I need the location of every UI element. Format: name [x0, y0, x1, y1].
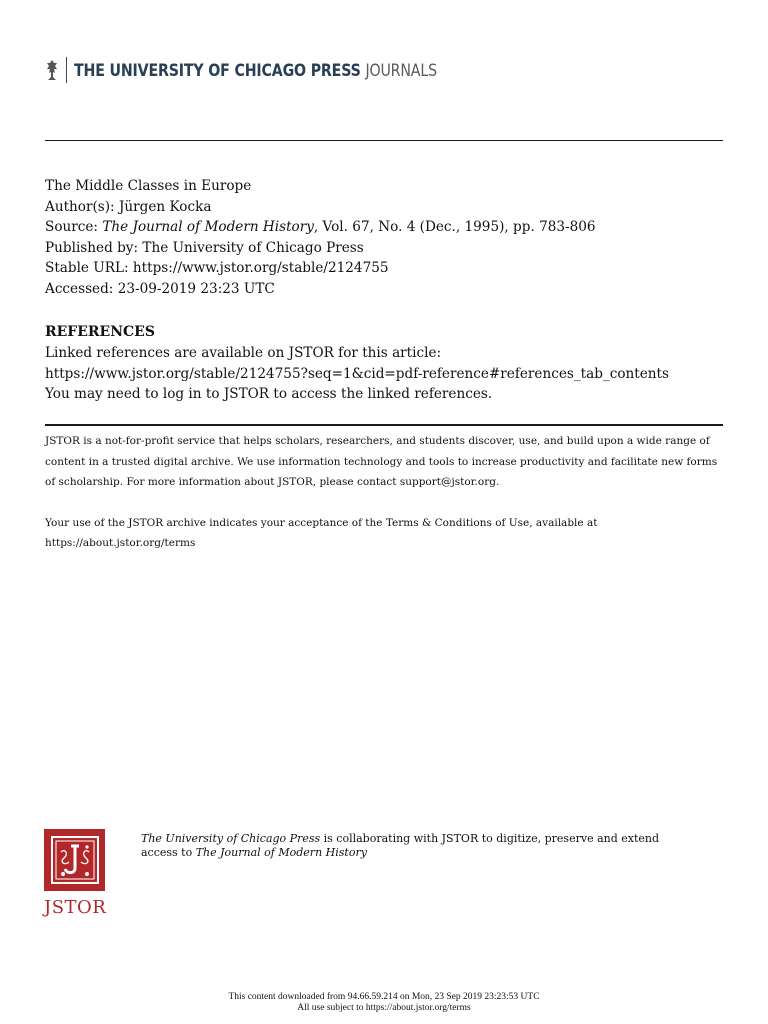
- accessed-date: 23-09-2019 23:23 UTC: [117, 280, 275, 297]
- author-line: [45, 197, 596, 218]
- references-url-link[interactable]: https://www.jstor.org/stable/2124755?seq=1&cid=pdf-reference#references_tab_contents: [45, 365, 669, 382]
- press-name: THE UNIVERSITY OF CHICAGO PRESS: [74, 60, 361, 80]
- publisher-header: [44, 56, 496, 84]
- logo-divider: [66, 57, 67, 83]
- terms-link[interactable]: https://about.jstor.org/terms: [45, 537, 196, 550]
- stable-url-label: Stable URL:: [45, 260, 129, 277]
- chicago-press-phoenix-icon: [44, 58, 60, 82]
- references-heading: REFERENCES: [45, 324, 155, 340]
- collab-journal-title: The Journal of Modern History: [195, 845, 367, 859]
- references-section: [45, 322, 669, 405]
- accessed-label: Accessed:: [45, 280, 114, 297]
- jstor-wordmark: JSTOR: [44, 897, 107, 918]
- references-divider: [45, 424, 723, 426]
- terms-notice: [45, 513, 725, 554]
- header-divider: [45, 140, 723, 141]
- article-metadata: [45, 176, 596, 300]
- jstor-description: JSTOR is a not-for-profit service that helps scholars, researchers, and students discover, use, and build upon a wide range of content in a trusted digital archive. We use information technology and tools to increase productivity and facilitate new forms of scholarship. For more information about JSTOR, please contact support@jstor.org.: [45, 435, 718, 489]
- publisher-name: The University of Chicago Press: [142, 239, 364, 256]
- press-wordmark: [74, 61, 437, 80]
- stable-url-link[interactable]: https://www.jstor.org/stable/2124755: [132, 260, 389, 277]
- author-name: Jürgen Kocka: [118, 198, 212, 215]
- source-label: Source:: [45, 219, 98, 236]
- jstor-notice: [45, 431, 725, 554]
- download-info: This content downloaded from 94.66.59.214 on Mon, 23 Sep 2019 23:23:53 UTC: [228, 992, 540, 1002]
- download-footer: [0, 992, 768, 1014]
- published-label: Published by:: [45, 239, 139, 256]
- accessed-line: [45, 279, 596, 300]
- jstor-seal-icon: [44, 829, 105, 891]
- stable-url-line: [45, 258, 596, 279]
- journal-title: The Journal of Modern History: [102, 219, 314, 236]
- collab-press-name: The University of Chicago Press: [141, 832, 321, 845]
- references-login-note: You may need to log in to JSTOR to access the linked references.: [45, 386, 493, 403]
- author-label: Author(s):: [45, 198, 115, 215]
- source-line: [45, 217, 596, 238]
- collab-text: is collaborating with JSTOR to digitize, preserve and extend access to: [141, 832, 660, 859]
- journals-label: JOURNALS: [365, 60, 437, 80]
- references-intro: Linked references are available on JSTOR for this article:: [45, 345, 442, 361]
- source-details: , Vol. 67, No. 4 (Dec., 1995), pp. 783-806: [313, 219, 596, 236]
- jstor-logo: [44, 829, 108, 918]
- publisher-line: [45, 238, 596, 259]
- terms-footer: All use subject to https://about.jstor.org/terms: [297, 1003, 471, 1013]
- collaboration-statement: [141, 832, 661, 859]
- terms-text: Your use of the JSTOR archive indicates your acceptance of the Terms & Conditions of Use, available at: [45, 516, 598, 529]
- article-title: The Middle Classes in Europe: [45, 178, 252, 194]
